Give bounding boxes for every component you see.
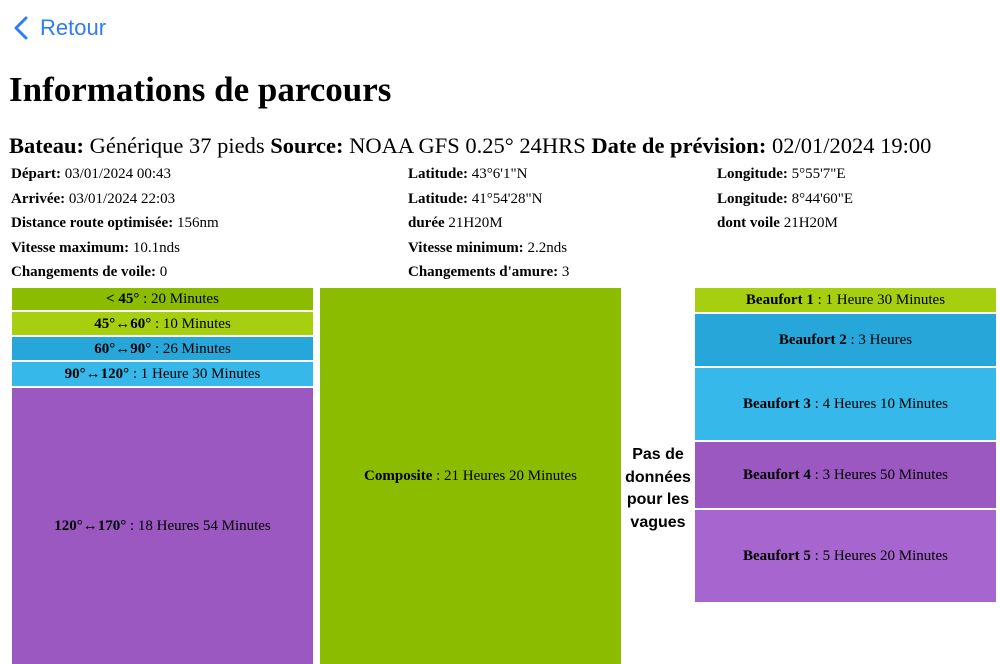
duration-row xyxy=(408,211,569,236)
info-label: Changements de voile: xyxy=(11,264,156,280)
info-value: 156nm xyxy=(173,215,219,231)
info-label: Distance route optimisée: xyxy=(11,215,174,231)
info-value: 10.1nds xyxy=(129,239,181,256)
end-latitude-row xyxy=(408,187,569,212)
angle-label: < 45° xyxy=(106,291,140,307)
info-column-3 xyxy=(717,162,853,236)
info-label: Latitude: xyxy=(408,190,468,207)
angle-label: 45°↔60° xyxy=(94,315,152,332)
angle-block-4 xyxy=(12,388,313,664)
beaufort-block-2 xyxy=(695,314,996,366)
angle-duration: : 1 Heure 30 Minutes xyxy=(129,366,261,382)
info-value: 0 xyxy=(156,264,168,280)
tack-changes-row xyxy=(408,260,569,285)
beaufort-label: Beaufort 5 xyxy=(743,548,811,564)
info-label: Changements d'amure: xyxy=(408,264,559,280)
info-column-1 xyxy=(11,162,219,285)
page-title: Informations de parcours xyxy=(9,70,392,109)
info-label: dont voile xyxy=(717,215,780,231)
sail-duration: : 21 Heures 20 Minutes xyxy=(432,468,577,484)
beaufort-block-5 xyxy=(695,510,996,602)
info-column-2 xyxy=(408,162,569,285)
boat-value: Générique 37 pieds xyxy=(84,133,271,158)
info-label: durée xyxy=(408,215,445,231)
beaufort-duration: : 5 Heures 20 Minutes xyxy=(810,548,948,564)
info-label: Longitude: xyxy=(717,190,788,207)
sailing-time-row xyxy=(717,211,853,236)
angle-duration: : 20 Minutes xyxy=(139,291,219,307)
sail-label: Composite xyxy=(364,468,433,484)
max-speed-row xyxy=(11,236,219,261)
waves-no-data-text: Pas de données pour les vagues xyxy=(625,446,691,531)
route-summary xyxy=(9,132,931,160)
angle-label: 60°↔90° xyxy=(94,340,152,357)
beaufort-label: Beaufort 3 xyxy=(743,396,811,412)
info-value: 8°44'60"E xyxy=(787,190,854,207)
info-value: 2.2nds xyxy=(523,239,568,256)
beaufort-label: Beaufort 1 xyxy=(745,292,814,308)
angle-duration: : 26 Minutes xyxy=(151,340,231,357)
beaufort-block-4 xyxy=(695,442,996,508)
info-value: 03/01/2024 00:43 xyxy=(60,166,171,182)
info-label: Longitude: xyxy=(717,166,788,182)
beaufort-duration: : 4 Heures 10 Minutes xyxy=(810,396,948,412)
info-value: 41°54'28"N xyxy=(468,190,543,207)
angle-block-2 xyxy=(12,337,313,360)
beaufort-label: Beaufort 2 xyxy=(778,332,847,348)
beaufort-block-1 xyxy=(695,288,996,312)
back-button[interactable] xyxy=(14,15,106,41)
info-value: 03/01/2024 22:03 xyxy=(65,190,176,207)
forecast-date-label: Date de prévision: xyxy=(591,133,767,158)
angle-duration: : 10 Minutes xyxy=(151,315,231,332)
info-label: Vitesse maximum: xyxy=(11,239,130,256)
beaufort-duration: : 3 Heures xyxy=(846,332,913,348)
forecast-date-value: 02/01/2024 19:00 xyxy=(766,133,932,158)
source-label: Source: xyxy=(270,133,344,158)
arrival-row xyxy=(11,187,219,212)
info-value: 3 xyxy=(558,264,570,280)
angle-label: 120°↔170° xyxy=(54,518,127,534)
sail-block-composite xyxy=(320,288,621,664)
beaufort-duration: : 1 Heure 30 Minutes xyxy=(813,292,946,308)
beaufort-duration: : 3 Heures 50 Minutes xyxy=(810,467,948,483)
start-longitude-row xyxy=(717,162,853,187)
angle-block-1 xyxy=(12,312,313,335)
angle-block-0 xyxy=(12,288,313,310)
chevron-left-icon xyxy=(14,16,28,40)
info-label: Vitesse minimum: xyxy=(408,239,524,256)
min-speed-row xyxy=(408,236,569,261)
end-longitude-row xyxy=(717,187,853,212)
info-value: 21H20M xyxy=(444,215,503,231)
beaufort-block-3 xyxy=(695,368,996,440)
info-label: Latitude: xyxy=(408,166,468,182)
sail-changes-row xyxy=(11,260,219,285)
angle-label: 90°↔120° xyxy=(64,366,130,382)
info-value: 43°6'1"N xyxy=(468,166,528,182)
back-label: Retour xyxy=(40,15,107,40)
info-value: 21H20M xyxy=(779,215,838,231)
boat-label: Bateau: xyxy=(9,133,84,158)
start-latitude-row xyxy=(408,162,569,187)
beaufort-label: Beaufort 4 xyxy=(743,467,811,483)
info-label: Départ: xyxy=(11,166,61,182)
distance-row xyxy=(11,211,219,236)
angle-duration: : 18 Heures 54 Minutes xyxy=(126,518,271,534)
info-value: 5°55'7"E xyxy=(787,166,846,182)
source-value: NOAA GFS 0.25° 24HRS xyxy=(343,133,592,158)
angle-block-3 xyxy=(12,362,313,386)
info-label: Arrivée: xyxy=(11,190,66,207)
departure-row xyxy=(11,162,219,187)
